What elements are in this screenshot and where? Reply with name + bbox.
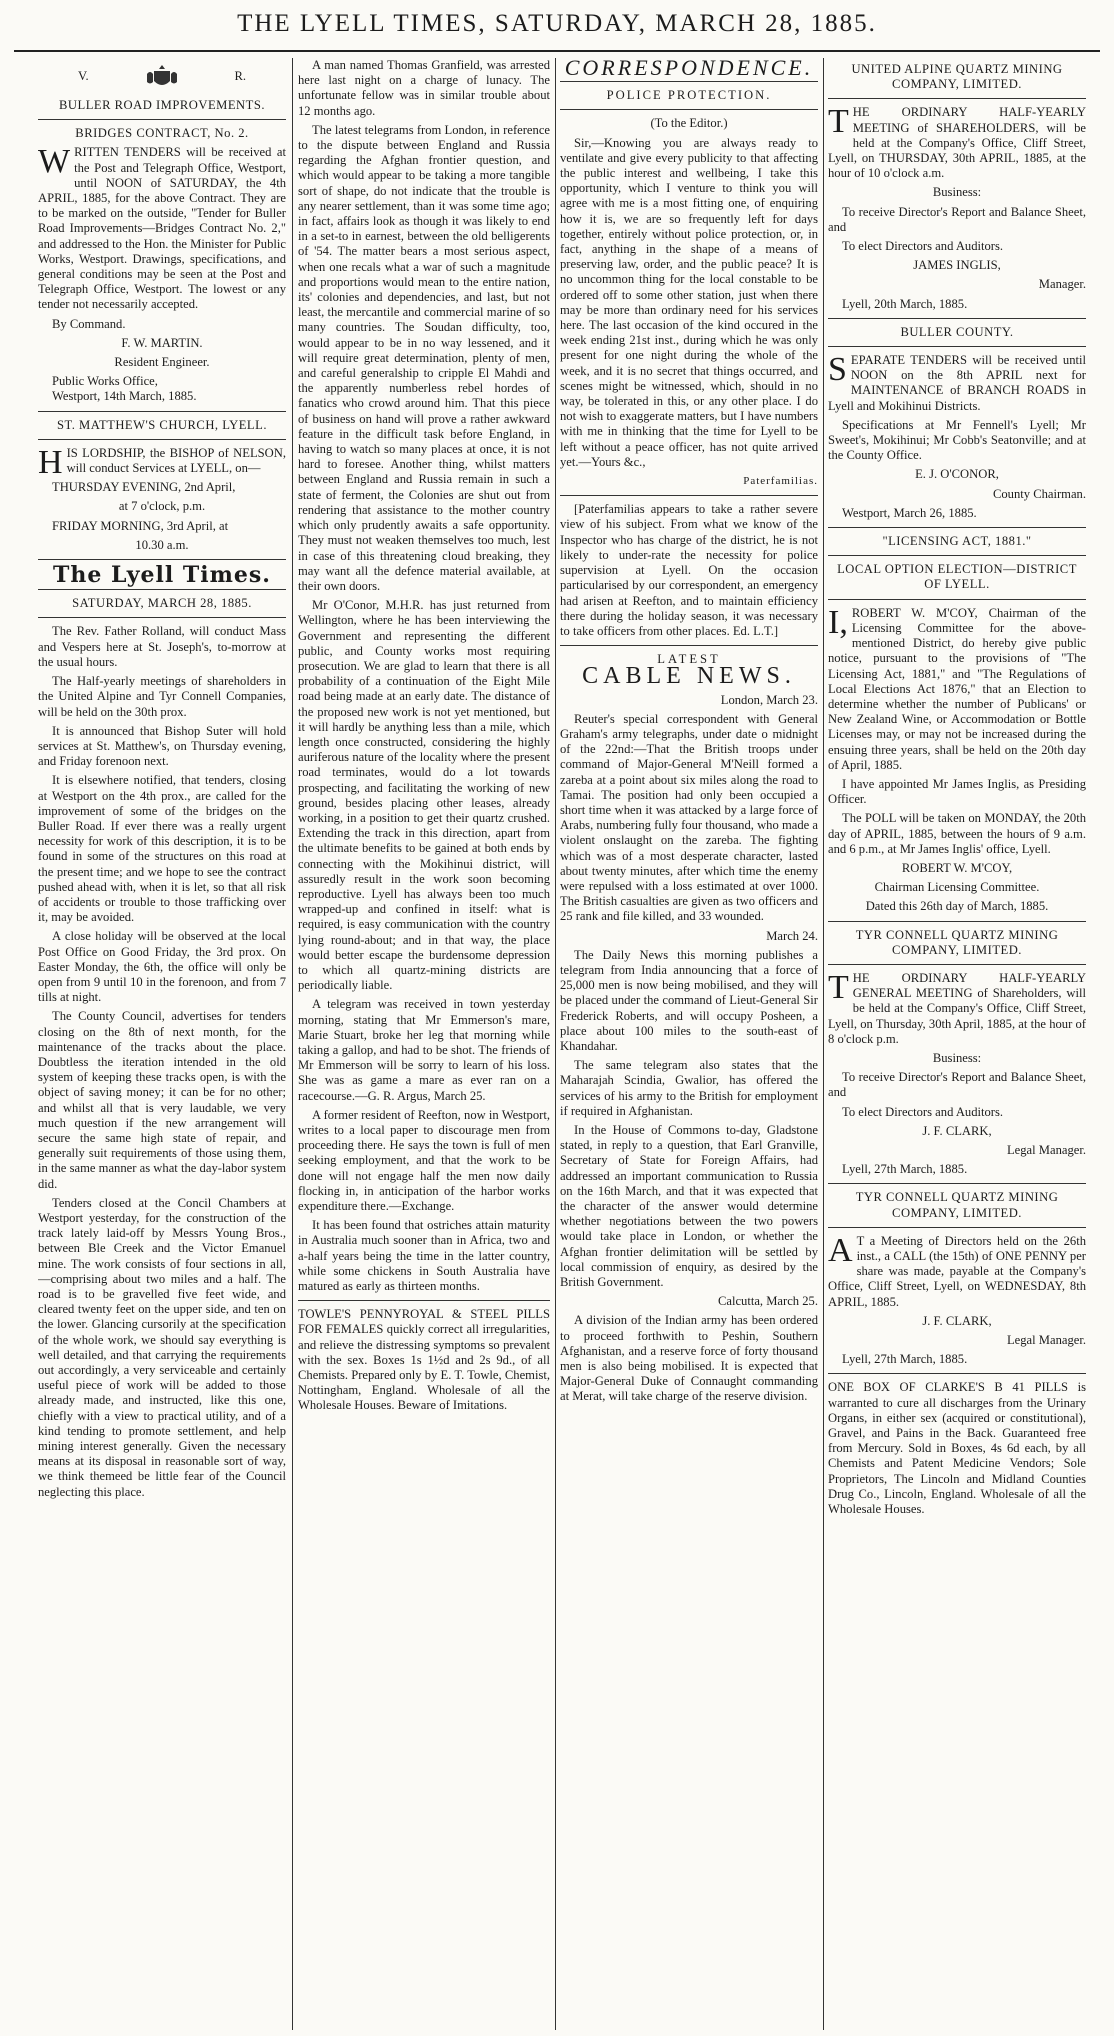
tyr-connell-call-heading: TYR CONNELL QUARTZ MINING COMPANY, LIMITED. (855, 1190, 1059, 1220)
signatory-role: County Chairman. (992, 486, 1086, 501)
cable-item: Reuter's special correspondent with General Graham's army telegraphs, under date o midnight of the 22nd:—That the British troops under command of Major-General M'Neill formed a zareba at a point about six miles along the road to Tamai. The position had only been occupied a short time when it was attacked by a large force of Arabs, numbering fully four thousand, who made a violent onslaught on the zareba. The fighting which was of a most desperate character, lasted about twenty minutes, after which time the enemy were repulsed with a loss estimated at over 1000. The British casualties are given as two officers and 25 rank and file killed, and 33 wounded. (560, 711, 818, 924)
divider (828, 1183, 1086, 1184)
latest-label: LATEST (657, 652, 721, 667)
licensing-heading: "LICENSING ACT, 1881." (882, 534, 1032, 549)
tender-notice: RITTEN TENDERS will be received at the Post and Telegraph Office, Westport, until NOON of SATURDAY, the 4th APRIL, 1885, for the above Contract. They are to be marked on the outside, "Tender for Buller Road Improvements—Bridges Contract No. 2," and addressed to the Hon. the Minister for Public Works, Westport. Drawings, specifications, and general conditions may be seen at the Post and Telegraph Office, Westport. The lowest or any tender not necessarily accepted. (38, 145, 286, 312)
letter-body: Sir,—Knowing you are always ready to ventilate and give every publicity to that affecting the public interest and wellbeing, I take this opportunity, which I venture to think you will agree with me is a most fitting one, of enquiring how it is, we are so frequently left for days together, entirely without police protection, or, in fact, anything in the shape of a means of preserving law, order, and the public peace? It is no uncommon thing for the local constable to be ordered off to some other station, just when there may be more than ordinary need for his services here. The last occasion of the kind occured in the week ending 21st inst., during which he was only present for one night during the whole of the week, and it is no secret that things occurred, and scenes might be witnessed, which, should in no way, be tolerated in this, or any other place. I do not wish to exaggerate matters, but I have numbers with me in thinking that the time for Lyell to be left without a peace officer, has not quite arrived yet.—Yours &c., (560, 135, 818, 469)
buller-county-heading: BULLER COUNTY. (900, 324, 1014, 339)
local-news-item: A close holiday will be observed at the local Post Office on Good Friday, the 3rd prox. On Easter Monday, the 6th, the office will only be open from 9 until 10 in the forenoon, and from 7 tills at night. (38, 929, 286, 1005)
divider (828, 555, 1086, 556)
business-item: To receive Director's Report and Balance Sheet, and (828, 204, 1086, 234)
notice-date: Lyell, 20th March, 1885. (842, 296, 968, 311)
correspondence-heading: CORRESPONDENCE. (564, 58, 814, 80)
divider (828, 527, 1086, 528)
divider (828, 346, 1086, 347)
drop-cap: H (38, 443, 63, 481)
county-notice: EPARATE TENDERS will be received until NOON on the 8th APRIL next for MAINTENANCE of BRANCH ROADS in Lyell and Mokihinui Districts. (828, 353, 1086, 413)
cable-news-heading: CABLE NEWS. (582, 663, 796, 690)
royal-r: R. (234, 69, 246, 84)
cable-item: The Daily News this morning publishes a telegram from India announcing that a force of 25,000 men is now being mobilised, and they will be placed under the command of Lieut-General Sir Frederick Roberts, and will occupy Posheen, a place about 100 miles to the south-east of Khandahar. (560, 947, 818, 1053)
news-item: It has been found that ostriches attain maturity in Australia much sooner than in Africa, two and a-half years being the time in the latter country, while some chickens in South Australia have matured as early as thirteen months. (298, 1218, 550, 1294)
divider (38, 119, 286, 120)
divider (828, 1373, 1086, 1374)
business-item: To elect Directors and Auditors. (842, 239, 1004, 254)
church-heading: ST. MATTHEW'S CHURCH, LYELL. (57, 417, 267, 432)
drop-cap: S (828, 351, 847, 389)
local-news-item: It is announced that Bishop Suter will hold services at St. Matthew's, on Thursday evening, and Friday forenoon next. (38, 723, 286, 769)
drop-cap: A (828, 1231, 853, 1269)
engineer-role: Resident Engineer. (114, 355, 210, 370)
drop-cap: W (38, 143, 71, 181)
signatory-name: J. F. CLARK, (922, 1123, 992, 1138)
editor-note: [Paterfamilias appears to take a rather severe view of his subject. From what we know of the Inspector who has charge of the district, he is not likely to under-rate the necessity for police supervision at Lyell. On the occasion particularised by our correspondent, an emergency had arisen at Reefton, and to maintain efficiency there during the holiday season, it was necessary to take officers from other places. Ed. L.T.] (560, 502, 818, 638)
friday-time: 10.30 a.m. (135, 537, 189, 552)
column-divider (292, 58, 293, 2030)
business-label: Business: (932, 1050, 982, 1065)
alpine-notice: HE ORDINARY HALF-YEARLY MEETING of SHAREHOLDERS, will be held at the Company's Office, Cliff Street, Lyell, on THURSDAY, 30th APRIL, 1885, at the hour of 10 o'clock a.m. (828, 105, 1086, 181)
office-line: Public Works Office, (52, 374, 158, 389)
local-news-item: The Rev. Father Rolland, will conduct Mass and Vespers here at St. Joseph's, to-morrow at the usual hours. (38, 624, 286, 669)
tyr-notice: HE ORDINARY HALF-YEARLY GENERAL MEETING of Shareholders, will be held at the Company's Office, Cliff Street, Lyell, on Thursday, 30th April, 1885, at the hour of 8 o'clock p.m. (828, 970, 1086, 1046)
police-protection-heading: POLICE PROTECTION. (606, 88, 772, 103)
drop-cap: I, (828, 603, 848, 641)
business-label: Business: (932, 185, 982, 200)
divider (298, 1300, 550, 1301)
notice-date: Westport, March 26, 1885. (842, 505, 977, 520)
signatory-role: Legal Manager. (1006, 1142, 1086, 1157)
royal-crest-icon (143, 62, 181, 92)
divider (38, 411, 286, 412)
business-item: To elect Directors and Auditors. (842, 1104, 1004, 1119)
divider (828, 318, 1086, 319)
thursday-service: THURSDAY EVENING, 2nd April, (52, 480, 236, 495)
election-officer: I have appointed Mr James Inglis, as Presiding Officer. (828, 776, 1086, 807)
church-notice: IS LORDSHIP, the BISHOP of NELSON, will conduct Services at LYELL, on— (66, 445, 286, 476)
signatory-role: Chairman Licensing Committee. (874, 880, 1040, 895)
signatory-name: J. F. CLARK, (922, 1313, 992, 1328)
local-news-item: The Half-yearly meetings of shareholders in the United Alpine and Tyr Connell Companies, will be held on the 30th prox. (38, 674, 286, 719)
divider (828, 98, 1086, 99)
clarke-pills-advert: ONE BOX OF CLARKE'S B 41 PILLS is warranted to cure all discharges from the Urinary Organs, in either sex (acquired or constitutional), Gravel, and Pains in the Back. Guaranteed free from Mercury. Sold in Boxes, 4s 6d each, by all Chemists and Patent Medicine Vendors; Sole Proprietors, The Lincoln and Midland Counties Drug Co., Lincoln, England. Wholesale of all the Wholesale Houses. (828, 1380, 1086, 1517)
letter-signature: Paterfamilias. (743, 475, 818, 488)
county-specs: Specifications at Mr Fennell's Lyell; Mr Sweet's, Mokihinui; Mr Cobb's Seatonville; and at the County Office. (828, 417, 1086, 463)
news-item: The latest telegrams from London, in reference to the dispute between England and Russia regarding the Afghan frontier question, and which would appear to be taking a more tangible sort of shape, do not indicate that the trouble is any nearer settlement, than it was some time ago; in fact, affairs look as though it was likely to end in a set-to in earnest, between the old belligerents of '54. The matter bears a most serious aspect, when one recals what a war of such a magnitude and proportions would mean to the entire nation, its' colonies and dependencies, and last, but not least, the mercantile and commercial marine of so many countries. The Soudan difficulty, too, would appear to be in no way lessened, and it will require great determination, plenty of men, and careful generalship to cripple El Mahdi and the apparently numberless rebel hordes of fanatics who crowd around him. That this piece of business on hand will prove a rather awkward feature in the difficult task before England, in having to watch so many places at once, it is not hard to foresee. Another thing, whilst matters between England and Russia remain in such a state of ferment, the Colonies are shut out from rendering that assistance to the mother country which only prudently awaits a safe opportunity. They must not weaken themselves too much, lest in case of this threatening cloud breaking, they may want all the defence material available, at their own doors. (298, 122, 550, 593)
column-4 (828, 58, 1086, 2030)
divider (828, 964, 1086, 965)
bridges-contract-heading: BRIDGES CONTRACT, No. 2. (75, 126, 249, 141)
towle-advert: TOWLE'S PENNYROYAL & STEEL PILLS FOR FEMALES quickly correct all irregularities, and relieve the distressing symptoms so prevalent with the sex. Boxes 1s 1½d and 2s 9d., of all Chemists. Prepared only by E. T. Towle, Chemist, Nottingham, England. Wholesale of all the Wholesale Houses. Beware of Imitations. (298, 1307, 550, 1413)
news-item: A telegram was received in town yesterday morning, stating that Mr Emmerson's mare, Marie Stuart, broke her leg that morning while taking a gallop, and had to be shot. The friends of Mr Emmerson will be sorry to learn of his loss. She was as game a mare as ever ran on a racecourse.—G. R. Argus, March 25. (298, 997, 550, 1103)
column-divider (555, 58, 556, 2030)
dateline: March 24. (766, 928, 818, 943)
local-news-item: Tenders closed at the Concil Chambers at Westport yesterday, for the construction of the track lately laid-off by Messrs Young Bros., between Ble Creek and the Victor Emanuel mine. The work consists of four sections in all,—comprising about two miles and a half. The road is to be gravelled five feet wide, and cleared twenty feet on the upper side, and ten on the lower. Glancing cursorily at the specification of the whole work, we should say everything is well detailed, and that carrying the requirements out accordingly, a very serviceable and certainly useful piece of work will be added to those already made, and instructed, like this one, chiefly with a view to practical utility, and of a kind tending to promote settlement, and help mining interest generally. Given the necessary means at its disposal in reasonable sort of way, we think themeed be little fear of the Council neglecting this place. (38, 1195, 286, 1499)
buller-road-heading: BULLER ROAD IMPROVEMENTS. (59, 98, 265, 112)
notice-date: Dated this 26th day of March, 1885. (865, 899, 1049, 914)
column-2 (298, 58, 550, 2030)
signatory-role: Manager. (1038, 277, 1086, 292)
divider (560, 645, 818, 646)
drop-cap: T (828, 103, 849, 141)
cable-item: In the House of Commons to-day, Gladstone stated, in reply to a question, that Earl Granville, Secretary of State for Foreign Affairs, had addressed an important communication to Russia on the 16th March, and that it was expected that the character of the answer would determine whether negotiations between the two powers would take place in London, or whether the Afghan frontier delimitation will be settled by local commission of enquiry, as desired by the British Government. (560, 1123, 818, 1290)
drop-cap: T (828, 968, 849, 1006)
divider (38, 589, 286, 590)
election-notice: ROBERT W. M'COY, Chairman of the Licensing Committee for the above-mentioned District, do hereby give public notice, pursuant to the provisions of "The Licensing Act, 1881," and "The Regulations of Local Elections Act 1876," that an Election to determine whether the number of Publicans' or New Zealand Wine, or Accommodation or Bottle Licenses may, or may not be increased during the ensuing three years, shall be held on the 20th day of April, 1885. (828, 605, 1086, 772)
masthead: THE LYELL TIMES, SATURDAY, MARCH 28, 1885. (237, 10, 877, 37)
signatory-name: E. J. O'CONOR, (915, 467, 999, 482)
dateline: SATURDAY, MARCH 28, 1885. (72, 596, 252, 611)
local-news-item: The County Council, advertises for tenders closing on the 8th of next month, for the maintenance of the tracks about the place. Doubtless the iteration intended in the old system of keeping these tracks open, is with the object of saving money; it can be for no other; and whilst all that is very laudable, we very much question if the new arrangement will secure the same high state of repair, and generally suit requirements of those using them, in the same manner as what the day-labor system did. (38, 1009, 286, 1191)
signatory-name: JAMES INGLIS, (913, 258, 1001, 273)
thursday-time: at 7 o'clock, p.m. (118, 499, 206, 514)
by-command: By Command. (52, 316, 126, 331)
news-item: Mr O'Conor, M.H.R. has just returned from Wellington, where he has been interviewing the Government and representing the different public, and County works most requiring prosecution. We are glad to learn that there is all probability of a continuation of the Eight Mile road being made at an early date. The distance of the proposed new work is not yet mentioned, but it will hardly be anything less than a mile, which length once constructed, considering the highly auriferous nature of the locality where the present road terminates, would do a lot towards prospecting, and facilitating the working of new ground, besides placing other leases, already working, in a position to get their quartz crushed. Extending the track in this direction, apart from the ultimate benefits to be gained at both ends by connecting with the Mokihinui district, will assuredly result in the work soon becoming reproductive. Lyell has always been too much wrapped-up and confined in itself: what is required, is easy communication with the country lying round-about; and in that way, the place would better escape the burdensome depression to which all quartz-mining districts are periodically liable. (298, 598, 550, 993)
divider (38, 559, 286, 560)
divider (560, 81, 818, 82)
local-news-item: It is elsewhere notified, that tenders, closing at Westport on the 4th prox., are called for the improvement of some of the bridges on the Buller Road. If ever there was a really urgent necessity for work of this description, it is to be found in some of the structures on this road at the present time; and we hope to see the contract pushed ahead with, when it is let, so that all risk of accidents or trouble to those trafficking over it, may be avoided. (38, 773, 286, 925)
to-editor: (To the Editor.) (650, 116, 728, 131)
column-divider (823, 58, 824, 2030)
engineer-name: F. W. MARTIN. (121, 335, 203, 350)
divider (828, 921, 1086, 922)
dateline: London, March 23. (720, 692, 818, 707)
tyr-connell-heading: TYR CONNELL QUARTZ MINING COMPANY, LIMITED. (855, 927, 1059, 957)
column-3 (560, 58, 818, 2030)
call-notice: T a Meeting of Directors held on the 26th inst., a CALL (the 15th) of ONE PENNY per share was made, payable at the Company's Office, Cliff Street, Lyell, on WEDNESDAY, 8th APRIL, 1885. (828, 1233, 1086, 1309)
news-item: A man named Thomas Granfield, was arrested here last night on a charge of lunacy. The unfortunate fellow was in similar trouble about 12 months ago. (298, 58, 550, 118)
notice-date: Lyell, 27th March, 1885. (842, 1352, 968, 1367)
signatory-name: ROBERT W. M'COY, (901, 860, 1013, 875)
dateline: Calcutta, March 25. (717, 1294, 818, 1309)
royal-v: V. (78, 69, 89, 84)
divider (38, 439, 286, 440)
cable-item: The same telegram also states that the Maharajah Scindia, Gwalior, has offered the services of his army to the British for employment if required in Afghanistan. (560, 1058, 818, 1118)
divider (38, 617, 286, 618)
divider (828, 599, 1086, 600)
column-1 (38, 58, 286, 2030)
divider (828, 1227, 1086, 1228)
notice-date: Lyell, 27th March, 1885. (842, 1162, 968, 1177)
friday-service: FRIDAY MORNING, 3rd April, at (52, 518, 229, 533)
signatory-role: Legal Manager. (1006, 1333, 1086, 1348)
business-item: To receive Director's Report and Balance Sheet, and (828, 1070, 1086, 1100)
news-item: A former resident of Reefton, now in Westport, writes to a local paper to discourage men from proceeding there. He says the town is full of men seeking employment, and that the work to be done will not engage half the men now daily flocking in, in anticipation of the harbor works expenditure there.—Exchange. (298, 1107, 550, 1214)
cable-item: A division of the Indian army has been ordered to proceed forthwith to Peshin, Southern Afghanistan, and a reserve force of forty thousand men is also being mobilised. It is expected that Major-General Duke of Connaught commanding at Merat, will take charge of the reserve division. (560, 1313, 818, 1404)
office-date: Westport, 14th March, 1885. (52, 389, 197, 404)
alpine-heading: UNITED ALPINE QUARTZ MINING COMPANY, LIMITED. (851, 62, 1063, 92)
masthead-rule (14, 50, 1100, 52)
local-option-heading: LOCAL OPTION ELECTION—DISTRICT OF LYELL. (837, 562, 1077, 592)
divider (560, 495, 818, 496)
divider (560, 109, 818, 110)
royal-crest-row (38, 62, 286, 92)
election-poll: The POLL will be taken on MONDAY, the 20th day of APRIL, 1885, between the hours of 9 a.m. and 6 p.m., at Mr James Inglis' office, Lyell. (828, 811, 1086, 856)
paper-name: The Lyell Times. (53, 562, 271, 589)
